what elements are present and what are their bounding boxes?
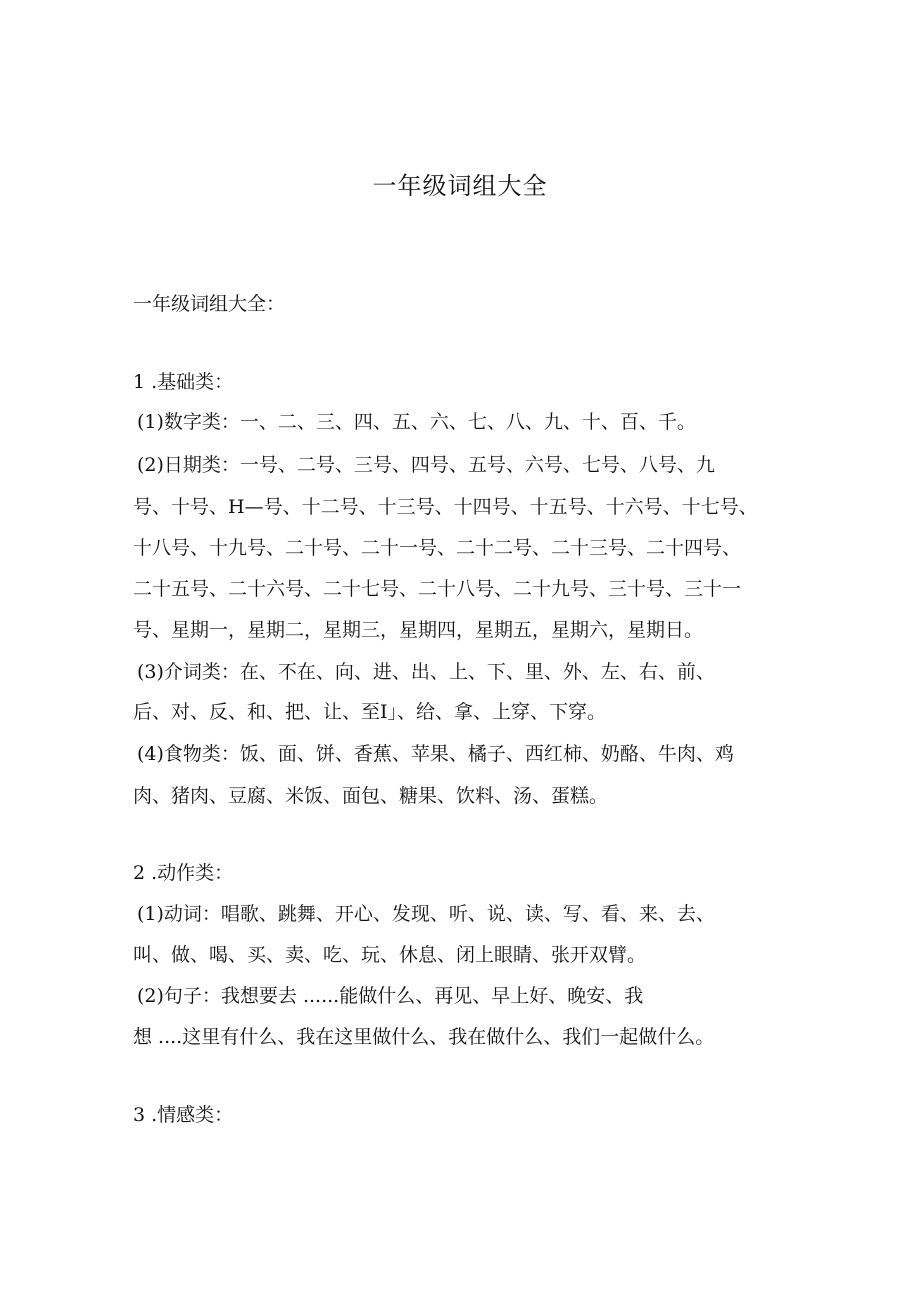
section-line: 肉、猪肉、豆腐、米饭、面包、糖果、饮料、汤、蛋糕。 [133,785,609,807]
section-line: (2)句子：我想要去 ......能做什么、再见、早上好、晚安、我 [137,985,644,1007]
section-line: 号、十号、H—号、十二号、十三号、十四号、十五号、十六号、十七号、 [133,496,758,518]
section-line: 后、对、反、和、把、让、至I」、给、拿、上穿、下穿。 [133,701,607,723]
section-line: (2)日期类：一号、二号、三号、四号、五号、六号、七号、八号、九 [137,454,715,476]
section-line: 号、星期一，星期二，星期三，星期四，星期五，星期六，星期日。 [133,619,704,641]
section-line: 叫、做、喝、买、卖、吃、玩、休息、闭上眼睛、张开双臂。 [133,944,647,966]
section-line: (3)介词类：在、不在、向、进、出、上、下、里、外、左、右、前、 [137,661,715,683]
section-line: 十八号、十九号、二十号、二十一号、二十二号、二十三号、二十四号、 [133,537,742,559]
section-heading: 2 .动作类： [133,862,234,884]
section-heading: 1 .基础类： [133,371,234,393]
section-line: (1)数字类：一、二、三、四、五、六、七、八、九、十、百、千。 [137,411,696,433]
document-title: 一年级词组大全 [372,172,548,200]
section-heading: 3 .情感类： [133,1104,234,1126]
section-line: (4)食物类：饭、面、饼、香蕉、苹果、橘子、西红柿、奶酪、牛肉、鸡 [137,743,734,765]
section-line: 想 ....这里有什么、我在这里做什么、我在做什么、我们一起做什么。 [133,1026,715,1048]
section-line: (1)动词：唱歌、跳舞、开心、发现、听、说、读、写、看、来、去、 [137,903,715,925]
section-line: 二十五号、二十六号、二十七号、二十八号、二十九号、三十号、三十一 [133,578,742,600]
intro-text: 一年级词组大全： [133,293,286,315]
